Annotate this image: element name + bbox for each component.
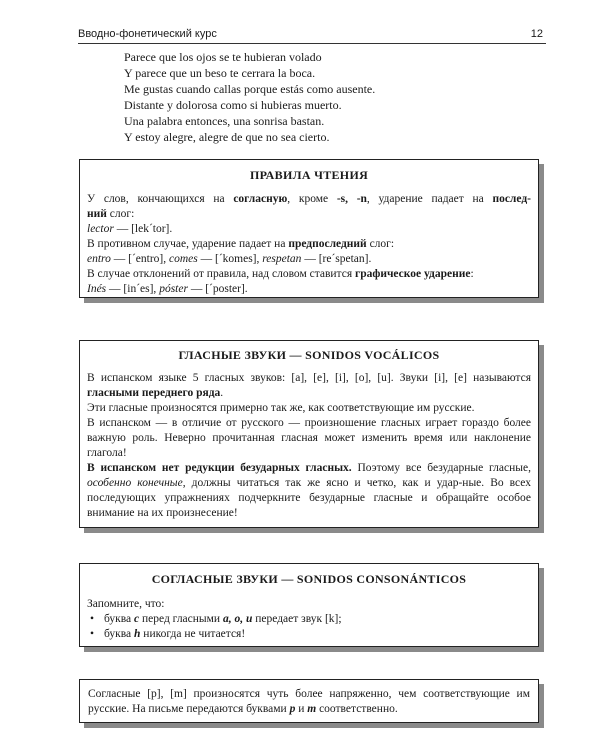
page-number: 12 xyxy=(530,28,543,40)
vowels-paragraph-1: В испанском языке 5 гласных звуков: [a], [e], [i], [o], [u]. Звуки [i], [e] называются гласными переднего ряда. xyxy=(87,372,531,399)
reading-rules-box xyxy=(79,159,539,298)
vowels-title: ГЛАСНЫЕ ЗВУКИ — SONIDOS VOCÁLICOS xyxy=(178,348,440,362)
vowels-box xyxy=(79,340,539,528)
poem xyxy=(124,49,375,145)
consonants-list xyxy=(87,612,531,642)
poem-line: Y estoy alegre, alegre de que no sea cierto. xyxy=(124,130,330,144)
consonants-box xyxy=(79,563,539,647)
note-box xyxy=(79,679,539,723)
rule-final-consonant-cont: ний слог: xyxy=(87,208,135,220)
note-text: Согласные [p], [m] произносятся чуть более напряженно, чем соответствующие им русские. На письме передаются буквами p и m соответственно. xyxy=(88,688,530,715)
example-lector: lector — [lek´tor]. xyxy=(87,223,173,235)
list-item: • буква c перед гласными a, o, u передает звук [k]; xyxy=(87,612,531,627)
example-penultimate: entro — [´entro], comes — [´komes], respetan — [re´spetan]. xyxy=(87,253,372,265)
poem-line: Una palabra entonces, una sonrisa bastan. xyxy=(124,114,325,128)
consonants-title: СОГЛАСНЫЕ ЗВУКИ — SONIDOS CONSONÁNTICOS xyxy=(151,572,467,586)
reading-rules-title: ПРАВИЛА ЧТЕНИЯ xyxy=(249,168,369,182)
consonants-intro: Запомните, что: xyxy=(87,598,165,610)
course-title: Вводно-фонетический курс xyxy=(78,28,217,40)
vowels-paragraph-4: В испанском нет редукции безударных гласных. Поэтому все безударные гласные, особенно конечные, должны читаться так же ясно и четко, как и удар-ные. Во всех последующих упражнениях подчеркните безударные гласные и обращайте особое внимание на их произнесение! xyxy=(87,462,531,519)
poem-line: Distante y dolorosa como si hubieras muerto. xyxy=(124,98,342,112)
rule-penultimate: В противном случае, ударение падает на предпоследний слог: xyxy=(87,238,395,250)
example-accent: Inés — [in´es], póster — [´poster]. xyxy=(87,283,248,295)
poem-line: Parece que los ojos se te hubieran volado xyxy=(124,50,322,64)
rule-final-consonant: У слов, кончающихся на согласную, кроме -s, -n, ударение падает на послед- xyxy=(87,193,531,205)
page-header xyxy=(78,28,546,44)
vowels-paragraph-3: В испанском — в отличие от русского — произношение гласных играет гораздо более важную роль. Неверно прочитанная гласная может изменить время или наклонение глагола! xyxy=(87,417,531,459)
list-item: • буква h никогда не читается! xyxy=(87,627,531,642)
vowels-paragraph-2: Эти гласные произносятся примерно так же, как соответствующие им русские. xyxy=(87,402,475,414)
poem-line: Y parece que un beso te cerrara la boca. xyxy=(124,66,316,80)
rule-graphic-accent: В случае отклонений от правила, над словом ставится графическое ударение: xyxy=(87,268,474,280)
poem-line: Me gustas cuando callas porque estás como ausente. xyxy=(124,82,376,96)
